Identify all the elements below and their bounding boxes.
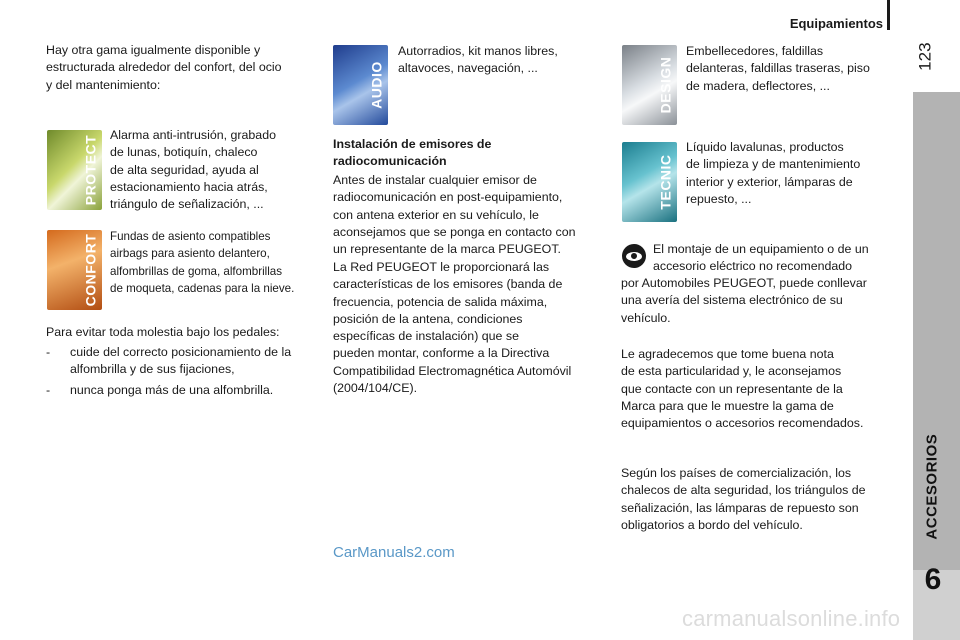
section-heading	[333, 136, 598, 171]
text-line: por Automobiles PEUGEOT, puede conllevar	[621, 276, 867, 290]
watermark-link[interactable]: CarManuals2.com	[333, 544, 455, 561]
section-title: Equipamientos	[789, 16, 883, 31]
text-line: de moqueta, cadenas para la nieve.	[110, 281, 295, 295]
text-line: una avería del sistema electrónico de su	[621, 293, 843, 308]
tecnic-logo	[622, 142, 677, 222]
text-line: Autorradios, kit manos libres,	[398, 44, 558, 58]
text-line: Líquido lavalunas, productos	[686, 140, 844, 154]
chapter-number: 6	[924, 563, 942, 596]
text-line: aconsejamos que se ponga en contacto con	[333, 224, 576, 239]
text-line: alfombrilla y de sus fijaciones,	[70, 362, 235, 377]
tecnic-logo-text: TECNIC	[657, 154, 674, 210]
text-line: de esta particularidad y, le aconsejamos	[621, 364, 842, 379]
text-line: estacionamiento hacia atrás,	[110, 179, 268, 194]
confort-logo	[47, 230, 102, 310]
heading-line: radiocomunicación	[333, 154, 447, 169]
text-line: La Red PEUGEOT le proporcionará las	[333, 260, 550, 274]
text-line: cuide del correcto posicionamiento de la	[70, 345, 292, 359]
confort-description	[110, 228, 320, 297]
text-line: (2004/104/CE).	[333, 381, 418, 396]
text-line: triángulo de señalización, ...	[110, 197, 264, 212]
design-logo	[622, 45, 677, 125]
pedals-list	[46, 344, 321, 399]
text-line: airbags para asiento delantero,	[110, 247, 270, 261]
audio-description	[398, 43, 598, 78]
text-line: altavoces, navegación, ...	[398, 61, 538, 76]
text-line: estructurada alrededor del confort, del ocio	[46, 60, 282, 75]
text-line: con antena exterior en su vehículo, le	[333, 207, 539, 222]
text-line: Antes de instalar cualquier emisor de	[333, 173, 537, 187]
pedals-intro: Para evitar toda molestia bajo los pedales:	[46, 325, 280, 339]
text-line: señalización, las lámparas de repuesto son	[621, 500, 859, 515]
text-line: vehículo.	[621, 310, 671, 325]
countries-paragraph	[621, 465, 906, 534]
text-line: El montaje de un equipamiento o de un	[653, 242, 869, 256]
list-dash: -	[46, 382, 51, 397]
intro-paragraph	[46, 42, 321, 94]
text-line: repuesto, ...	[686, 191, 752, 206]
info-note-body	[621, 275, 906, 327]
text-line: Le agradecemos que tome buena nota	[621, 347, 834, 361]
audio-logo	[333, 45, 388, 125]
list-item	[46, 382, 321, 399]
design-logo-text: DESIGN	[657, 56, 674, 114]
text-line: accesorio eléctrico no recomendado	[653, 259, 853, 274]
header-rule	[887, 0, 890, 30]
text-line: que contacte con un representante de la	[621, 381, 843, 396]
chapter-label	[908, 430, 958, 560]
text-line: de madera, deflectores, ...	[686, 78, 830, 93]
text-line: de limpieza y de mantenimiento	[686, 157, 861, 172]
text-line: Embellecedores, faldillas	[686, 44, 824, 58]
text-line: características de los emisores (banda de	[333, 277, 563, 292]
text-line: específicas de instalación) que se	[333, 329, 519, 344]
list-item	[46, 344, 321, 379]
text-line: un representante de la marca PEUGEOT.	[333, 242, 561, 257]
text-line: Hay otra gama igualmente disponible y	[46, 43, 261, 57]
thanks-paragraph	[621, 346, 906, 432]
confort-logo-text: CONFORT	[82, 233, 99, 307]
text-line: Marca para que le muestre la gama de	[621, 398, 834, 413]
list-dash: -	[46, 345, 51, 359]
radio-paragraph-2	[333, 259, 603, 397]
protect-logo	[47, 130, 102, 210]
heading-line: Instalación de emisores de	[333, 137, 492, 151]
text-line: pueden montar, conforme a la Directiva	[333, 346, 550, 361]
text-line: radiocomunicación en post-equipamiento,	[333, 190, 563, 205]
protect-logo-text: PROTECT	[82, 134, 99, 206]
text-line: Fundas de asiento compatibles	[110, 230, 271, 243]
text-line: frecuencia, potencia de salida máxima,	[333, 294, 548, 309]
text-line: interior y exterior, lámparas de	[686, 174, 853, 189]
text-line: nunca ponga más de una alfombrilla.	[70, 382, 274, 397]
info-eye-icon	[622, 244, 646, 268]
text-line: delanteras, faldillas traseras, piso	[686, 61, 870, 76]
text-line: alfombrillas de goma, alfombrillas	[110, 264, 283, 278]
audio-logo-text: AUDIO	[368, 61, 385, 109]
tecnic-description	[686, 139, 901, 208]
text-line: de alta seguridad, ayuda al	[110, 162, 259, 177]
text-line: obligatorios a bordo del vehículo.	[621, 517, 803, 532]
design-description	[686, 43, 901, 95]
text-line: de lunas, botiquín, chaleco	[110, 145, 258, 160]
text-line: Según los países de comercialización, los	[621, 466, 852, 480]
text-line: Alarma anti-intrusión, grabado	[110, 128, 276, 142]
text-line: posición de la antena, condiciones	[333, 311, 523, 326]
protect-description	[110, 127, 310, 213]
page-number	[915, 32, 945, 82]
text-line: y del mantenimiento:	[46, 77, 161, 92]
watermark-footer: carmanualsonline.info	[682, 606, 901, 631]
text-line: Compatibilidad Electromagnética Automóvil	[333, 363, 572, 378]
text-line: chalecos de alta seguridad, los triángulos de	[621, 483, 866, 498]
page-number-text: 123	[915, 42, 935, 71]
text-line: equipamientos o accesorios recomendados.	[621, 416, 864, 431]
radio-paragraph-1	[333, 172, 603, 258]
info-note-head	[653, 241, 903, 276]
chapter-label-text: ACCESORIOS	[923, 433, 941, 540]
